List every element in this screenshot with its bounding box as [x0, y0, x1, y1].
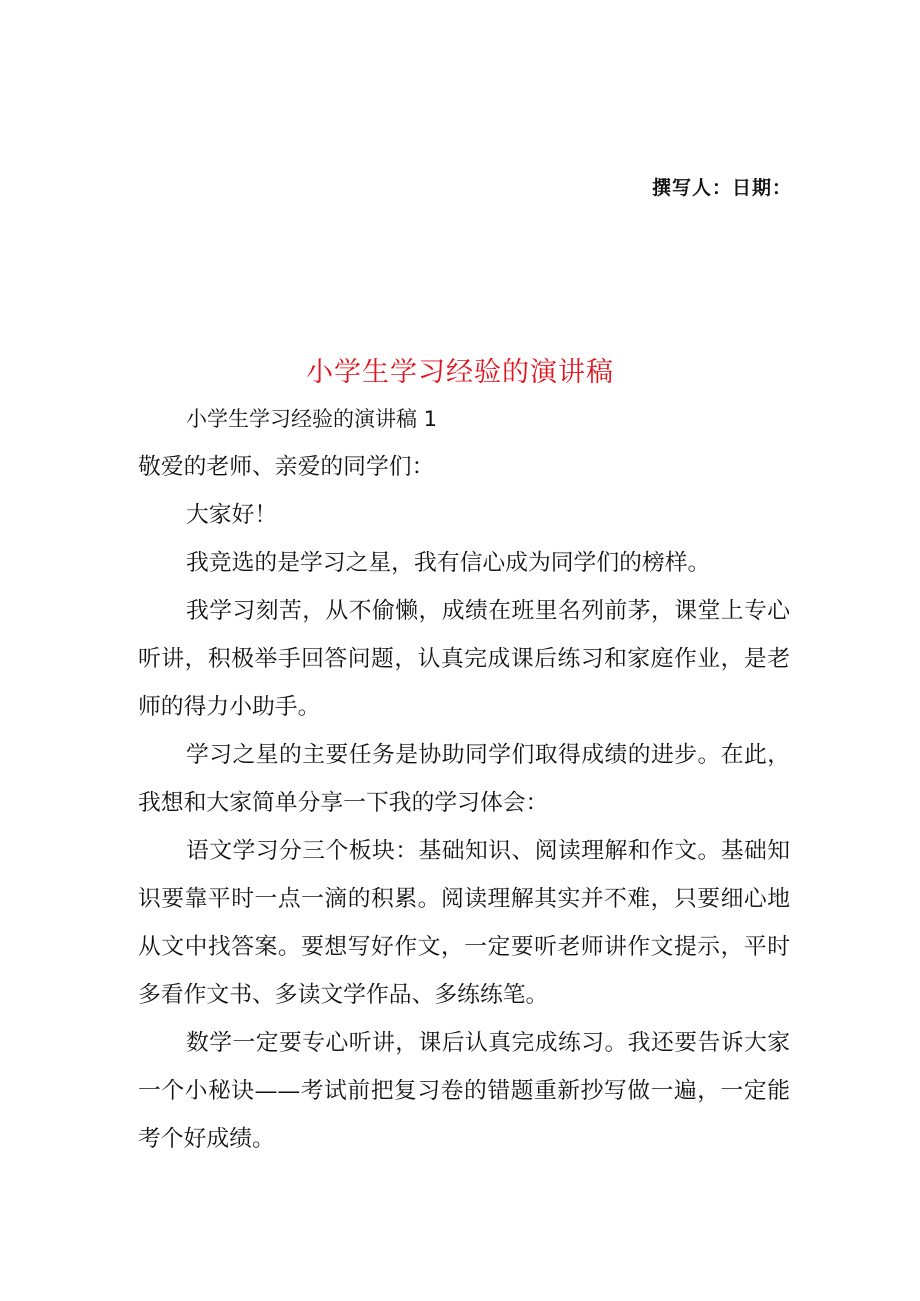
author-date-line: 撰写人：日期： [652, 177, 793, 199]
paragraph: 数学一定要专心听讲，课后认真完成练习。我还要告诉大家一个小秘诀——考试前把复习卷的错题重新抄写做一遍，一定能考个好成绩。 [138, 1030, 790, 1152]
paragraph: 语文学习分三个板块：基础知识、阅读理解和作文。基础知识要靠平时一点一滴的积累。阅读理解其实并不难，只要细心地从文中找答案。要想写好作文，一定要听老师讲作文提示，平时多看作文书、多读文学作品、多练练笔。 [138, 838, 790, 1008]
speech-subtitle: 小学生学习经验的演讲稿 1 [186, 407, 438, 431]
salutation: 敬爱的老师、亲爱的同学们： [138, 454, 435, 480]
paragraph: 我竞选的是学习之星，我有信心成为同学们的榜样。 [186, 550, 711, 576]
greeting: 大家好！ [186, 502, 278, 528]
document-title: 小学生学习经验的演讲稿 [306, 357, 614, 388]
paragraph: 学习之星的主要任务是协助同学们取得成绩的进步。在此，我想和大家简单分享一下我的学习体会： [138, 742, 790, 816]
paragraph: 我学习刻苦，从不偷懒，成绩在班里名列前茅，课堂上专心听讲，积极举手回答问题，认真完成课后练习和家庭作业，是老师的得力小助手。 [138, 598, 790, 720]
document-body [138, 443, 790, 1163]
